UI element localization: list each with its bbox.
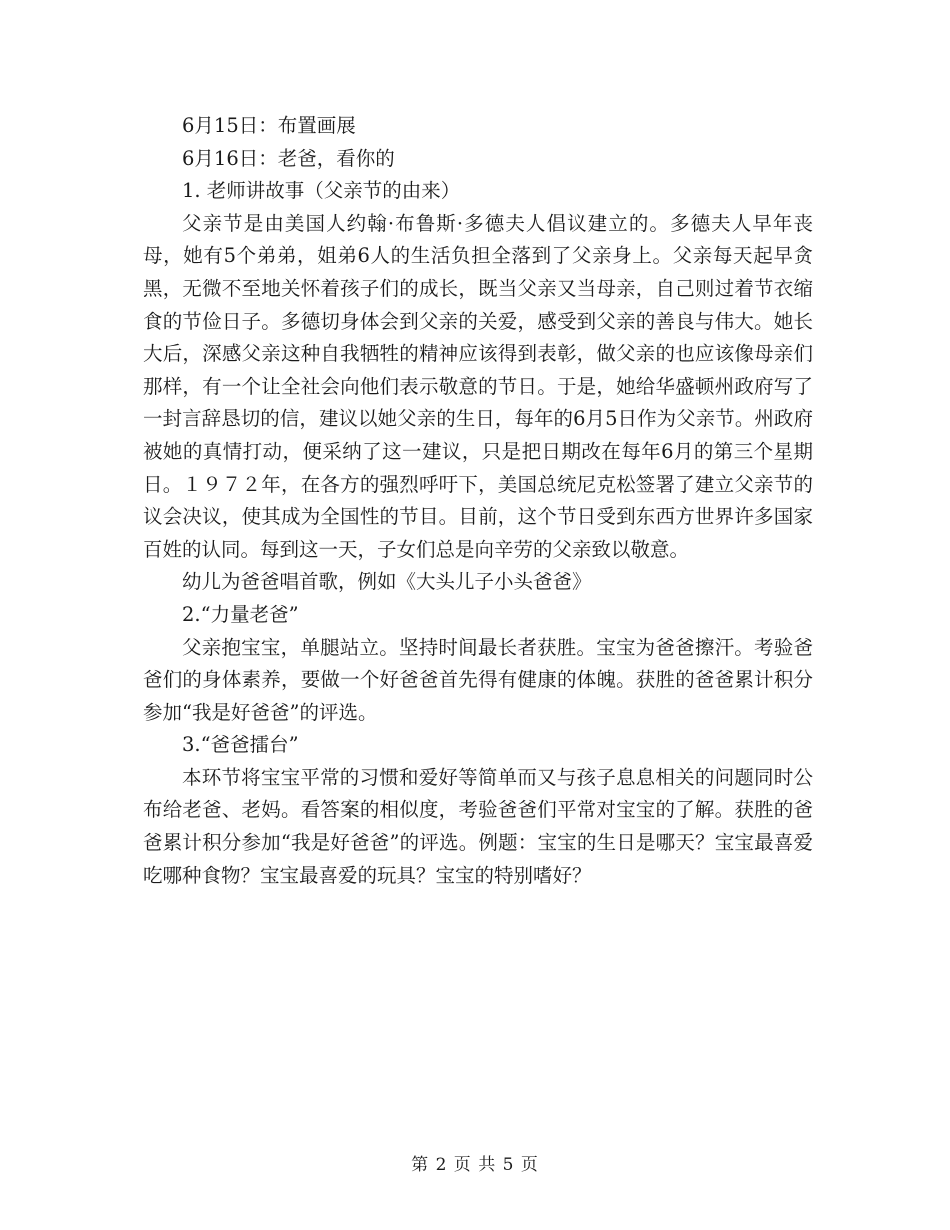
schedule-line-june-16: 6月16日：老爸，看你的 bbox=[182, 146, 395, 170]
paragraph-song: 幼儿为爸爸唱首歌，例如《大头儿子小头爸爸》 bbox=[182, 570, 592, 594]
schedule-line-june-15: 6月15日：布置画展 bbox=[182, 114, 356, 137]
section-heading-story: 1. 老师讲故事（父亲节的由来） bbox=[182, 179, 461, 203]
document-body bbox=[143, 110, 813, 892]
section-heading-dad-arena: 3.“爸爸擂台” bbox=[182, 733, 299, 757]
paragraph-fathers-day-origin: 父亲节是由美国人约翰·布鲁斯·多德夫人倡议建立的。多德夫人早年丧母，她有5个弟弟，姐弟6人的生活负担全落到了父亲身上。父亲每天起早贪黑，无微不至地关怀着孩子们的成长，既当父亲又当母亲，自己则过着节衣缩食的节俭日子。多德切身体会到父亲的关爱，感受到父亲的善良与伟大。她长大后，深感父亲这种自我牺牲的精神应该得到表彰，做父亲的也应该像母亲们那样，有一个让全社会向他们表示敬意的节日。于是，她给华盛顿州政府写了一封言辞恳切的信，建议以她父亲的生日，每年的6月5日作为父亲节。州政府被她的真情打动，便采纳了这一建议，只是把日期改在每年6月的第三个星期日。１９７２年，在各方的强烈呼吁下，美国总统尼克松签署了建立父亲节的议会决议，使其成为全国性的节目。目前，这个节日受到东西方世界许多国家百姓的认同。每到这一天，子女们总是向辛劳的父亲致以敬意。 bbox=[143, 211, 813, 561]
section-heading-strength-dad: 2.“力量老爸” bbox=[182, 602, 299, 626]
paragraph-dad-arena: 本环节将宝宝平常的习惯和爱好等简单而又与孩子息息相关的问题同时公布给老爸、老妈。看答案的相似度，考验爸爸们平常对宝宝的了解。获胜的爸爸累计积分参加“我是好爸爸”的评选。例题：宝宝的生日是哪天？宝宝最喜爱吃哪种食物？宝宝最喜爱的玩具？宝宝的特别嗜好？ bbox=[143, 765, 813, 887]
paragraph-strength-dad: 父亲抱宝宝，单腿站立。坚持时间最长者获胜。宝宝为爸爸擦汗。考验爸爸们的身体素养，要做一个好爸爸首先得有健康的体魄。获胜的爸爸累计积分参加“我是好爸爸”的评选。 bbox=[143, 635, 813, 724]
page-number-footer: 第 2 页 共 5 页 bbox=[411, 1155, 539, 1175]
